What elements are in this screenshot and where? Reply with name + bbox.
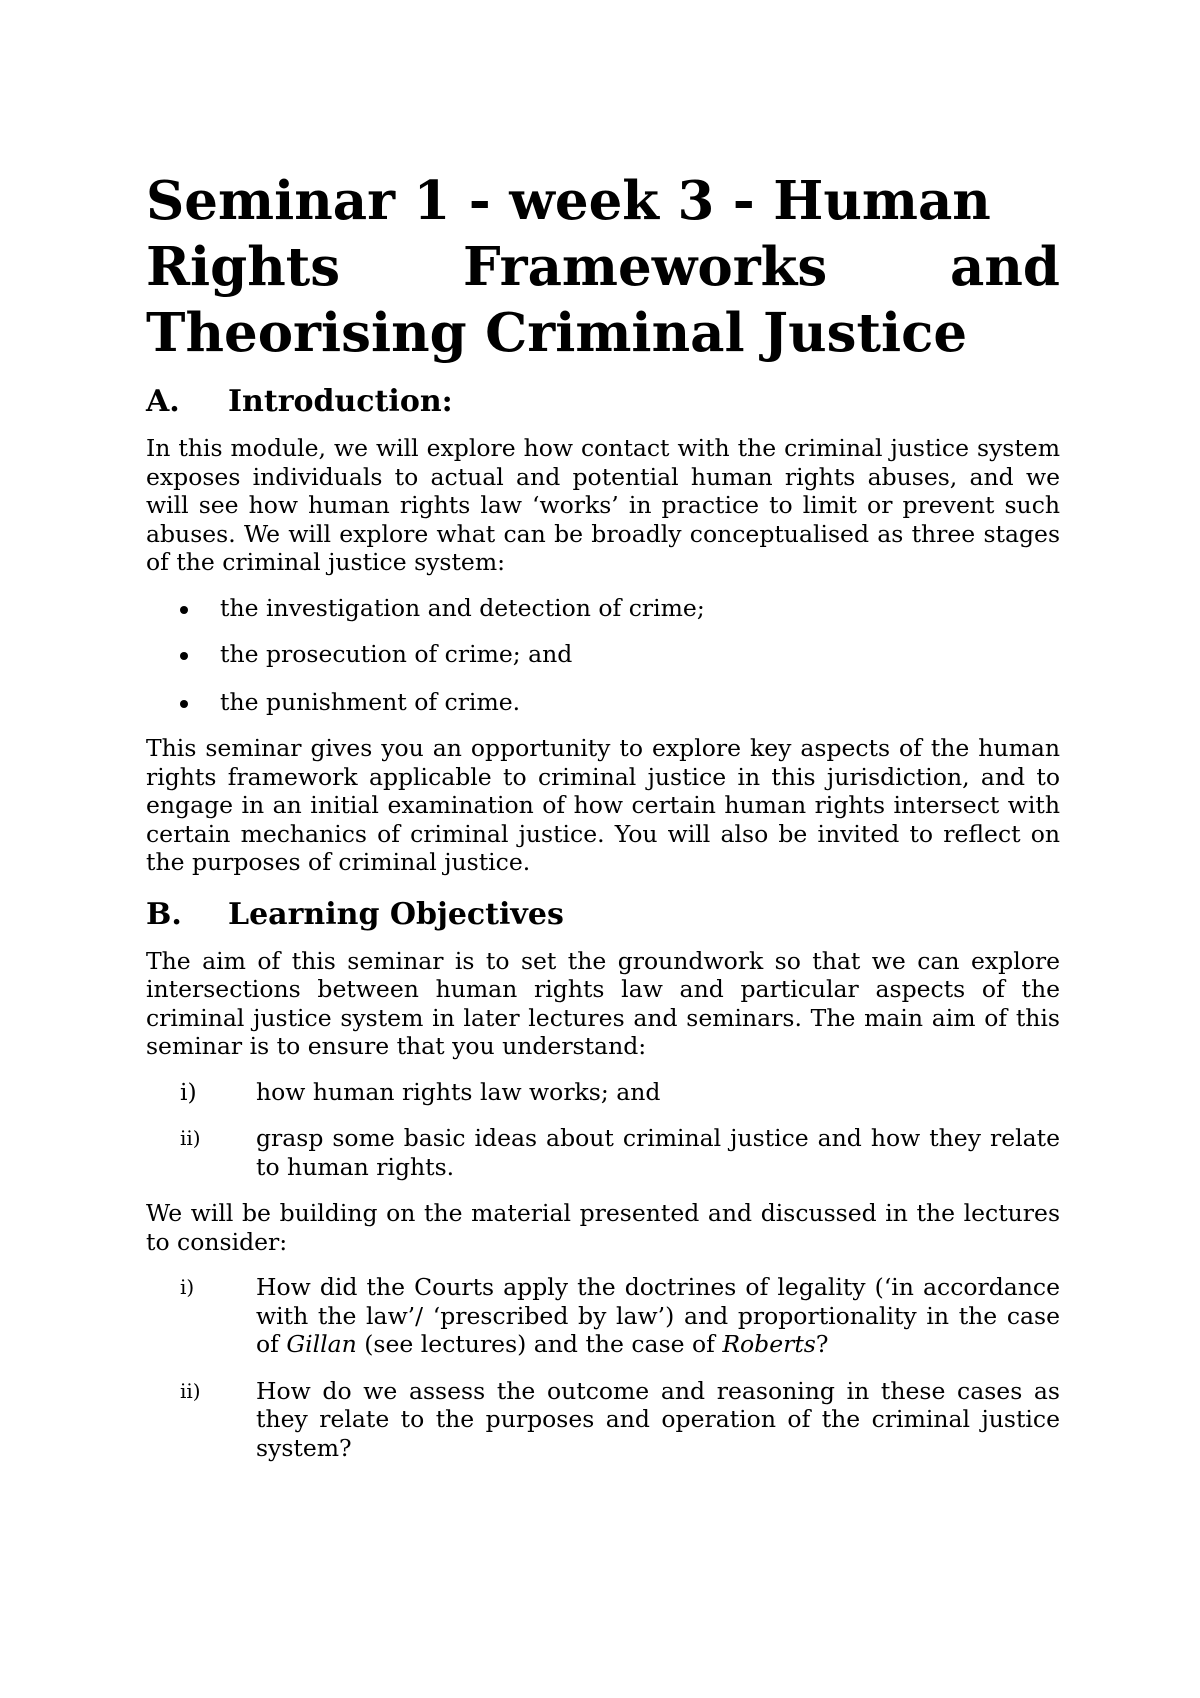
section-a-letter: A.	[146, 384, 180, 419]
list-number: ii)	[180, 1126, 201, 1150]
title-line: Theorising Criminal Justice	[146, 302, 968, 364]
section-b-heading	[146, 897, 1060, 933]
seminar-paragraph: This seminar gives you an opportunity to explore key aspects of the human rights framework applicable to criminal justice in this jurisdiction, and to engage in an initial examination of how certain human rights intersect with certain mechanics of criminal justice. You will also be invited to reflect on the purposes of criminal justice.	[146, 734, 1060, 876]
objectives-list	[146, 1078, 1060, 1182]
list-number: ii)	[180, 1378, 201, 1403]
intro-paragraph: In this module, we will explore how contact with the criminal justice system exposes individuals to actual and potential human rights abuses, and we will see how human rights law ‘works’ in practice to limit or prevent such abuses. We will explore what can be broadly conceptualised as three stages of the criminal justice system:	[146, 434, 1060, 576]
list-item	[146, 1377, 1060, 1463]
list-item	[146, 688, 1060, 717]
list-item	[146, 1273, 1060, 1359]
list-item-text: grasp some basic ideas about criminal justice and how they relate to human rights.	[256, 1124, 1060, 1181]
building-paragraph: We will be building on the material presented and discussed in the lectures to consider:	[146, 1199, 1060, 1256]
list-item	[146, 594, 1060, 623]
list-item	[146, 640, 1060, 669]
document-title	[146, 168, 1060, 366]
list-item-text: the prosecution of crime; and	[220, 640, 573, 668]
case-name-roberts: Roberts	[722, 1330, 816, 1358]
title-line: Seminar 1 - week 3 - Human	[146, 170, 991, 232]
section-b-title: Learning Objectives	[228, 896, 564, 932]
aim-paragraph: The aim of this seminar is to set the groundwork so that we can explore intersections between human rights law and particular aspects of the criminal justice system in later lectures and seminars. The main aim of this seminar is to ensure that you understand:	[146, 946, 1060, 1060]
bullet-icon	[180, 700, 188, 708]
list-item-text: the investigation and detection of crime;	[220, 593, 705, 622]
section-a-heading	[146, 384, 1060, 420]
question-text: ?	[815, 1330, 829, 1358]
list-number: i)	[180, 1077, 197, 1106]
title-line: Rights Frameworks and	[146, 236, 1060, 298]
document-body	[146, 168, 1060, 1462]
list-number: i)	[180, 1275, 195, 1299]
list-item-text: How do we assess the outcome and reasoning in these cases as they relate to the purposes and operation of the criminal justice system?	[256, 1376, 1060, 1462]
questions-list	[146, 1273, 1060, 1462]
stages-list	[146, 594, 1060, 717]
question-text: How did the Courts apply the doctrines of legality (‘in accordance with the law’/ ‘prescribed by law’) and proportionality in the case of	[256, 1273, 1060, 1358]
question-text: (see lectures) and the case of	[356, 1330, 723, 1358]
bullet-icon	[180, 606, 188, 614]
case-name-gillan: Gillan	[286, 1330, 357, 1358]
section-b-letter: B.	[146, 896, 182, 932]
list-item-text: how human rights law works; and	[256, 1077, 661, 1106]
list-item	[146, 1078, 1060, 1107]
list-item-text: the punishment of crime.	[220, 687, 521, 716]
bullet-icon	[180, 652, 188, 660]
section-a-title: Introduction:	[228, 384, 453, 419]
list-item	[146, 1124, 1060, 1181]
list-item-text	[256, 1273, 1060, 1359]
